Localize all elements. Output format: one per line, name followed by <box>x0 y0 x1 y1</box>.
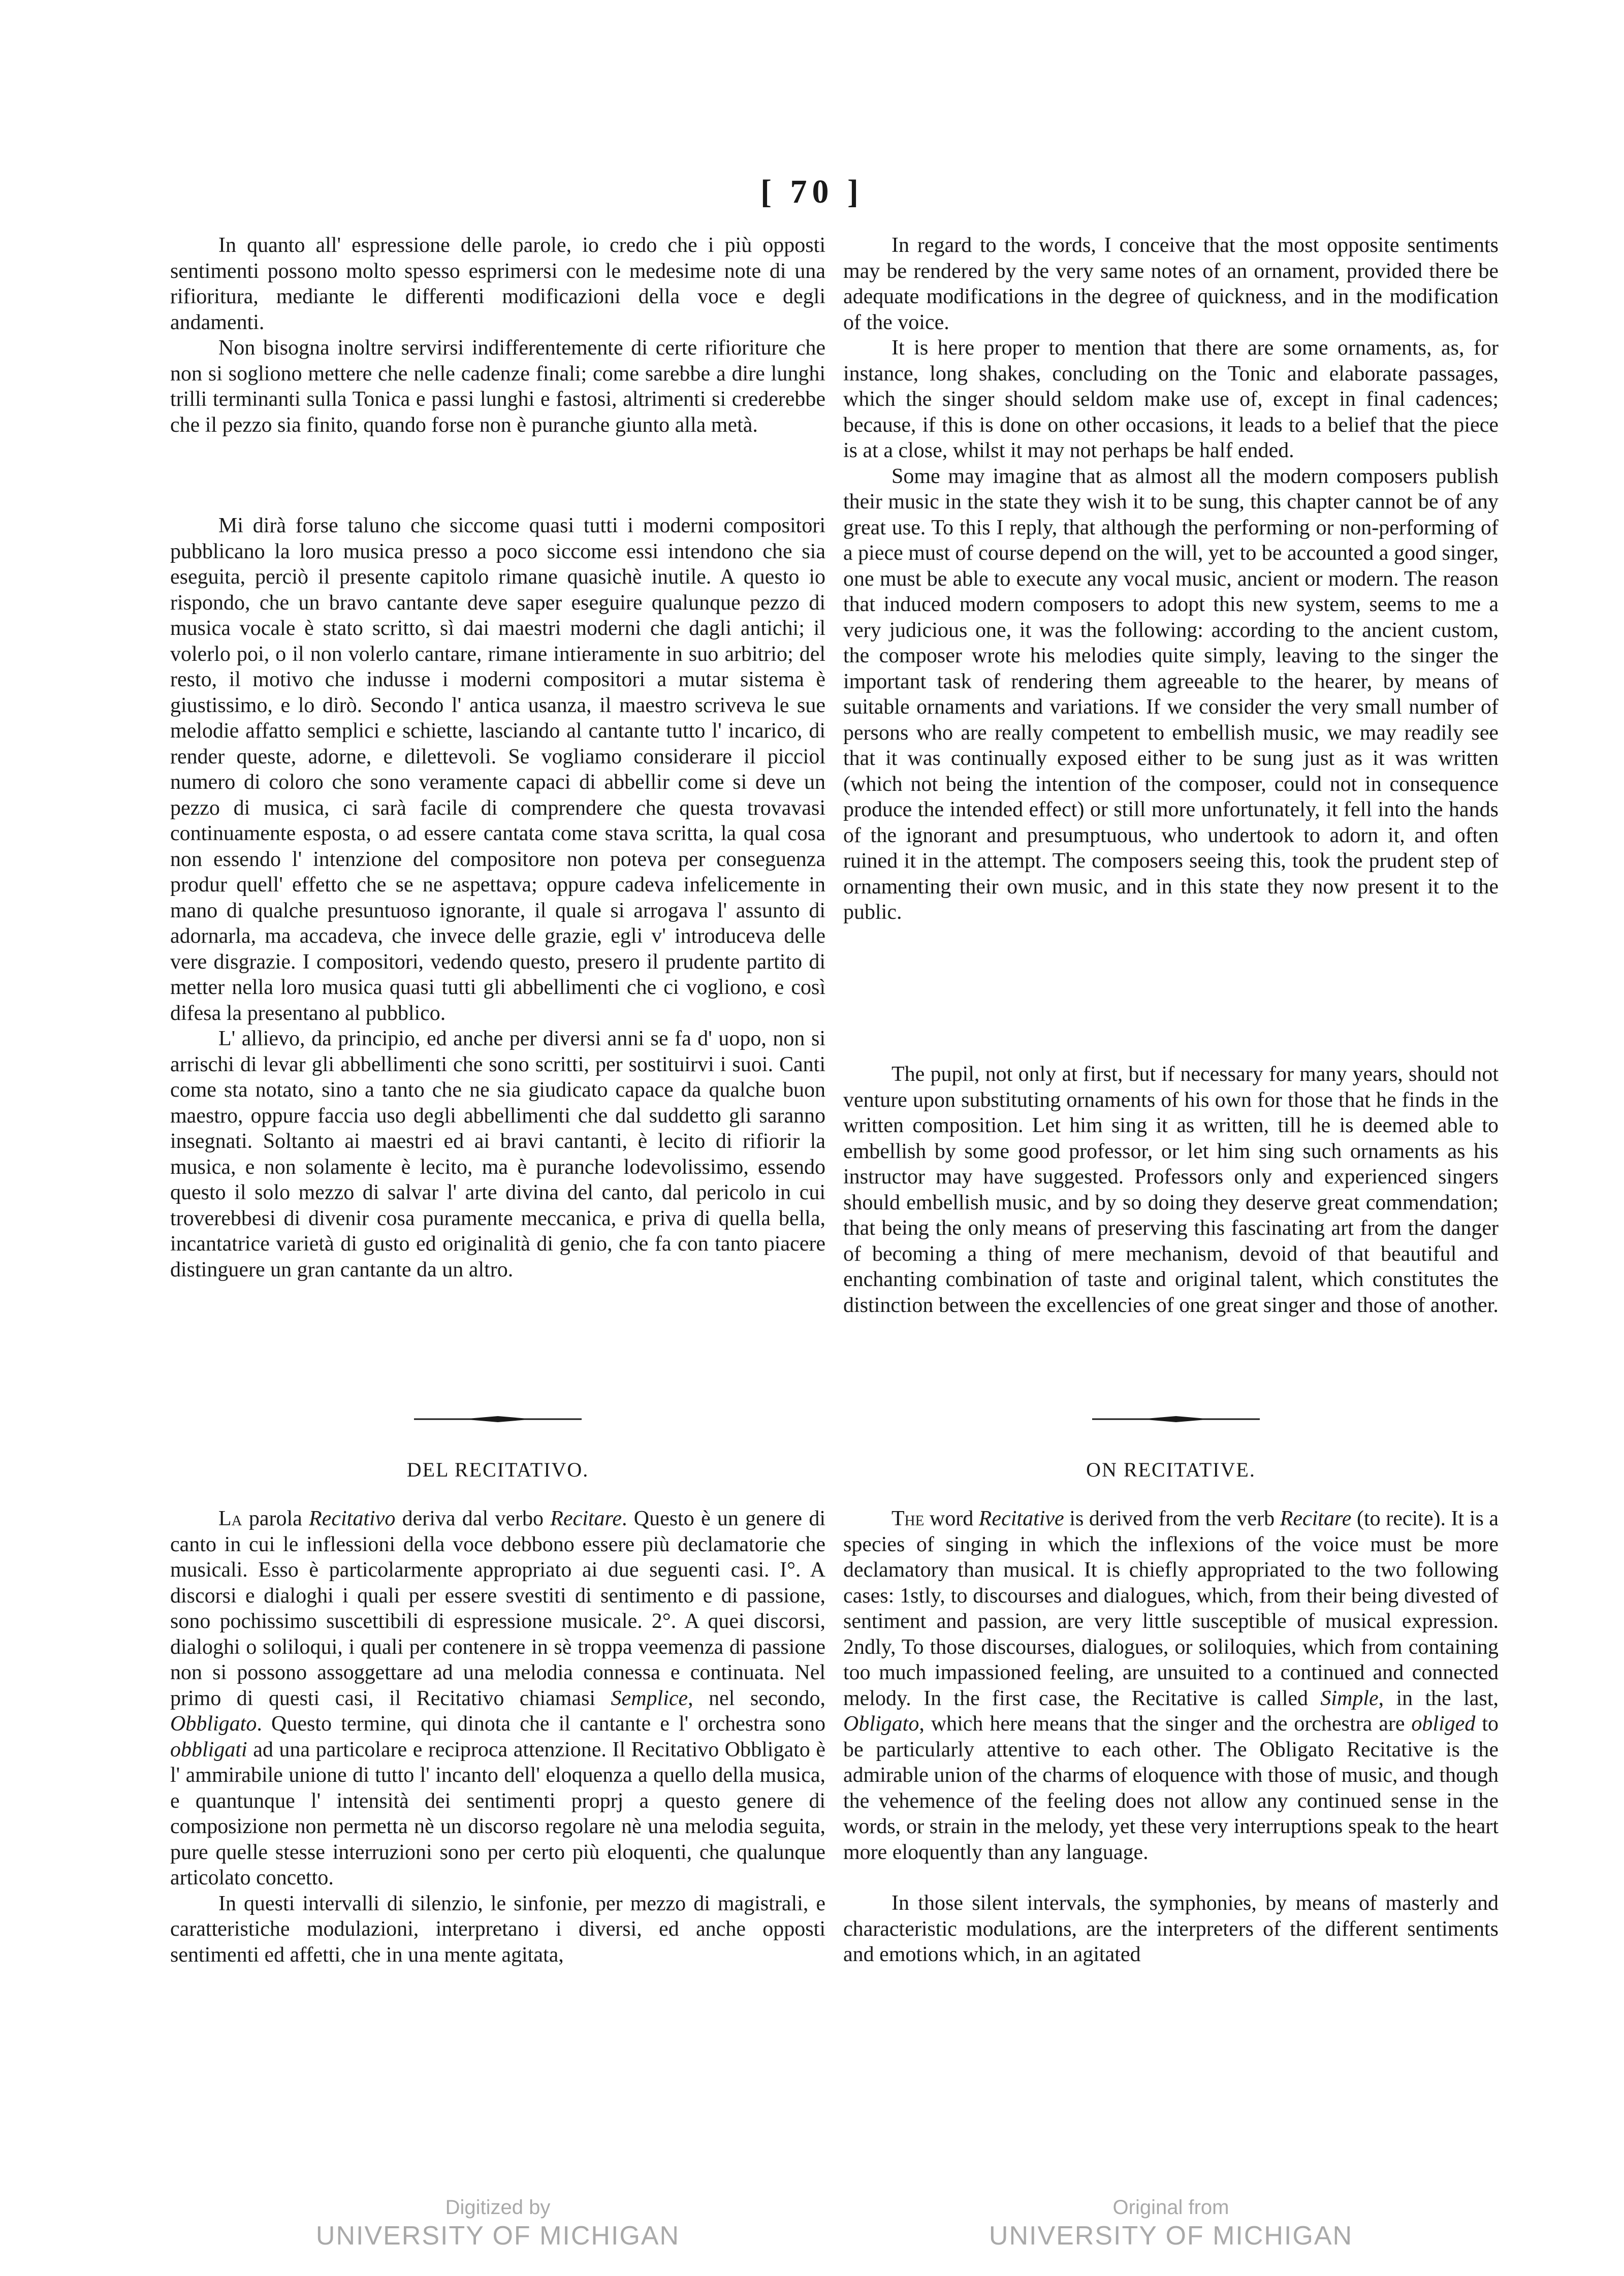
left-middle-text <box>170 513 825 1283</box>
right-paragraph: The pupil, not only at first, but if necessary for many years, should not venture upon substituting ornaments of his own for those that he finds in the written composition. Let him sing it as written, till he is deemed able to embellish by some good professor, or let him sing such ornaments as his instructor may have suggested. Professors only and experienced singers should embellish music, and by so doing they deserve great commendation; that being the only means of preserving this fascinating art from the danger of becoming a thing of mere mechanism, devoid of that beautiful and enchanting combination of taste and original talent, which constitutes the distinction between the excellencies of one great singer and those of another. <box>843 1063 1499 1317</box>
left-paragraph: In quanto all' espressione delle parole, io credo che i più opposti sentimenti possono molto spesso esprimersi con le medesime note di una rifioritura, mediante le differenti modificazioni della voce e degli andamenti. <box>170 234 825 334</box>
page-number: [ 70 ] <box>760 173 864 210</box>
left-paragraph: Mi dirà forse taluno che siccome quasi tutti i moderni compositori pubblicano la loro musica presso a poco siccome essi intendono che sia eseguita, perciò il presente capitolo rimane quasichè inutile. A questo io rispondo, che un bravo cantante deve saper eseguire qualunque pezzo di musica vocale è stato scritto, sì dai maestri moderni che dagli antichi; il volerlo poi, o il non volerlo cantare, rimane intieramente in suo arbitrio; del resto, il motivo che indusse i moderni compositori a mutar sistema è giustissimo, e lo dirò. Secondo l' antica usanza, il maestro scriveva le sue melodie affatto semplici e schiette, lasciando al cantante tutto l' incarico, di render queste, adorne, e dilettevoli. Se vogliamo considerare il picciol numero di coloro che sono veramente capaci di abbellir come si deve un pezzo di musica, ci sarà facile di comprendere che questa trovavasi continuamente esposta, o ad essere cantata come stava scritta, la qual cosa non essendo l' intenzione del compositore non poteva per conseguenza produr quell' effetto che se ne aspettava; oppure cadeva infelicemente in mano di qualche presuntuoso ignorante, il quale si arrogava l' assunto di adornarla, ma accadeva, che invece delle grazie, egli v' introduceva delle vere disgrazie. I compositori, vedendo questo, presero il prudente partito di metter nella loro musica quasi tutti gli abbellimenti che ci vogliono, e così difesa la presentano al pubblico. <box>170 514 825 1025</box>
footer-label: Digitized by <box>445 2196 551 2219</box>
right-section-title: ON RECITATIVE. <box>1086 1458 1256 1481</box>
footer-institution: UNIVERSITY OF MICHIGAN <box>315 2221 680 2251</box>
lead-word: The <box>891 1507 925 1530</box>
right-paragraph: It is here proper to mention that there are some ornaments, as, for instance, long shakes, concluding on the Tonic and elaborate passages, which the singer should seldom make use of, except in final cadences; because, if this is done on other occasions, it leads to a belief that the piece is at a close, whilst it may not perhaps be half ended. <box>843 336 1499 462</box>
left-paragraph: L' allievo, da principio, ed anche per diversi anni se fa d' uopo, non si arrischi di levar gli abbellimenti che sono scritti, per sostituirvi i suoi. Canti come sta notato, sino a tanto che ne sia giudicato capace da qualche buon maestro, oppure faccia uso degli abbellimenti che dal suddetto gli saranno insegnati. Soltanto ai maestri ed ai bravi cantanti, è lecito di rifiorir la musica, e non solamente è lecito, ma è puranche lodevolissimo, essendo questo il solo mezzo di salvar l' arte divina del canto, dal pericolo in cui troverebbesi di divenir cosa puramente meccanica, e priva di quella bella, incantatrice varietà di gusto ed originalità di genio, che fa con tanto piacere distinguere un gran cantante da un altro. <box>170 1027 825 1281</box>
right-recitative-paragraph: The word Recitative is derived from the verb Recitare (to recite). It is a species of singing in which the inflexions of the voice must be more declamatory than musical. It is chiefly appropriated to the two following cases: 1stly, to discourses and dialogues, which, from their being divested of sentiment and passion, are very little susceptible of musical expression. 2ndly, To those discourses, dialogues, or soliloquies, which from containing too much impassioned feeling, are unsuited to a continued and connected melody. In the first case, the Recitative is called Simple, in the last, Obligato, which here means that the singer and the orchestra are obliged to be particularly attentive to each other. The Obligato Recitative is the admirable union of the charms of eloquence with those of music, and though the vehemence of the feeling does not allow any continued sense in the words, or strain in the melody, yet these very interruptions speak to the heart more eloquently than any language. <box>843 1507 1499 1864</box>
digitized-by-footer <box>170 2194 825 2251</box>
left-section-divider <box>170 1415 825 1423</box>
right-middle-text <box>843 1062 1499 1318</box>
right-paragraph: Some may imagine that as almost all the modern composers publish their music in the state they wish it to be sung, this chapter cannot be of any great use. To this I reply, that although the performing or non-performing of a piece must of course depend on the will, yet to be accounted a good singer, one must be able to execute any vocal music, ancient or modern. The reason that induced modern composers to adopt this new system, seems to me a very judicious one, it was the following: according to the ancient custom, the composer wrote his melodies quite simply, leaving to the singer the important task of rendering them agreeable to the hearer, by means of suitable ornaments and variations. If we consider the very small number of persons who are really competent to embellish music, we may readily see that it was continually exposed either to be sung just as it was written (which not being the intention of the composer, could not in consequence produce the intended effect) or still more unfortunately, it fell into the hands of the ignorant and presumptuous, who undertook to adorn it, and often ruined it in the attempt. The composers seeing this, took the prudent step of ornamenting their own music, and in this state they now present it to the public. <box>843 464 1499 924</box>
right-recitative-text <box>843 1506 1499 1968</box>
left-top-text <box>170 233 825 438</box>
left-paragraph: Non bisogna inoltre servirsi indifferentemente di certe rifioriture che non si sogliono mettere che nelle cadenze finali; come sarebbe a dire lunghi trilli terminanti sulla Tonica e passi lunghi e fastosi, altrimenti si crederebbe che il pezzo sia finito, quando forse non è puranche giunto alla metà. <box>170 336 825 437</box>
left-recitative-text <box>170 1506 825 1968</box>
right-section-divider <box>843 1415 1499 1423</box>
original-from-footer <box>843 2194 1499 2251</box>
footer-institution: UNIVERSITY OF MICHIGAN <box>989 2221 1353 2251</box>
right-top-text <box>843 233 1499 925</box>
left-recitative-paragraph: La parola Recitativo deriva dal verbo Recitare. Questo è un genere di canto in cui le inflessioni della voce debbono essere più declamatorie che musicali. Esso è particolarmente appropriato ai due seguenti casi. I°. A discorsi e dialoghi i quali per essere svestiti di sentimento e di passione, sono pochissimo suscettibili di espressione musicale. 2°. A quei discorsi, dialoghi o soliloqui, i quali per contenere in sè troppa veemenza di passione non si possono assoggettare ad una melodia connessa e continuata. Nel primo di questi casi, il Recitativo chiamasi Semplice, nel secondo, Obbligato. Questo termine, qui dinota che il cantante e l' orchestra sono obbligati ad una particolare e reciproca attenzione. Il Recitativo Obbligato è l' ammirabile unione di tutto l' incanto dell' eloquenza a quello della musica, e quantunque l' intensità dei sentimenti proprj a questo genere di composizione non permetta nè un discorso regolare nè una melodia seguita, pure quelle stesse interruzioni sono per certo più eloquenti, che qualunque articolato concetto. <box>170 1507 825 1889</box>
right-paragraph: In regard to the words, I conceive that the most opposite sentiments may be rendered by the very same notes of an ornament, provided there be adequate modifications in the degree of quickness, and in the modification of the voice. <box>843 234 1499 334</box>
left-paragraph: In questi intervalli di silenzio, le sinfonie, per mezzo di magistrali, e caratteristiche modulazioni, interpretano i diversi, ed anche opposti sentimenti ed affetti, che in una mente agitata, <box>170 1892 825 1967</box>
left-section-title: DEL RECITATIVO. <box>406 1458 589 1481</box>
footer-label: Original from <box>1112 2196 1229 2219</box>
right-paragraph: In those silent intervals, the symphonies, by means of masterly and characteristic modulations, are the interpreters of the different sentiments and emotions which, in an agitated <box>843 1892 1499 1966</box>
lead-word: La <box>218 1507 242 1530</box>
